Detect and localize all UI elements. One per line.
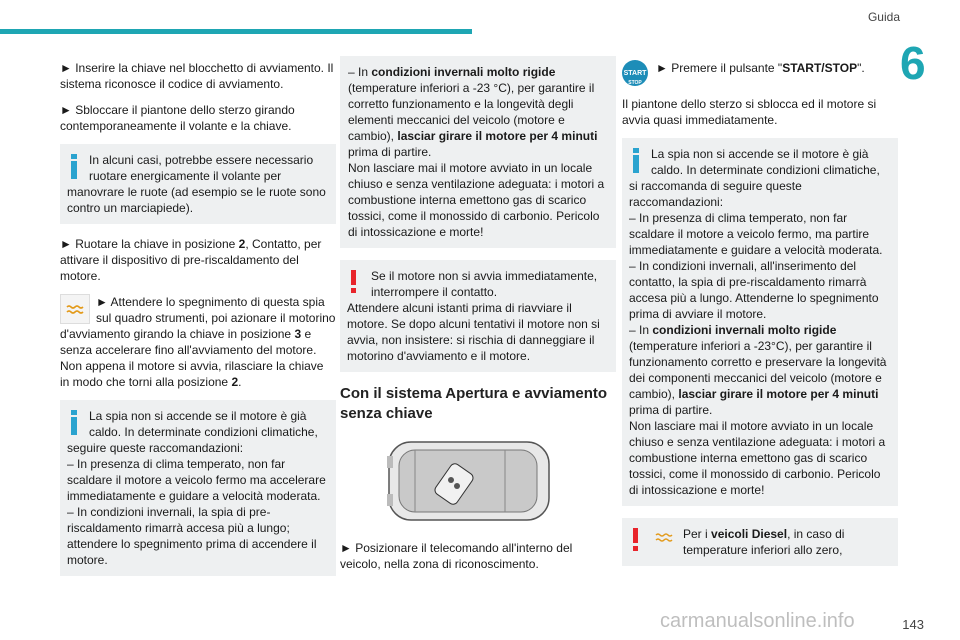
warning-box: Per i veicoli Diesel, in caso di temperature inferiori allo zero, (622, 518, 898, 566)
warning-text: Attendere alcuni istanti prima di riavviare il motore. Se dopo alcuni tentativi il motore non si avvia, non insistere: si rischia di danneggiare il motorino d'avviamento e il motore. (347, 301, 600, 363)
paragraph: ► Inserire la chiave nel blocchetto di avviamento. Il sistema riconosce il codice di avviamento. (60, 61, 334, 91)
preheat-warning-light-icon (653, 526, 677, 550)
info-text: La spia non si accende se il motore è già caldo. In determinate condizioni climatiche, si raccomanda di seguire queste raccomandazioni: (629, 147, 880, 209)
info-text: La spia non si accende se il motore è già caldo. In determinate condizioni climatiche, seguire queste raccomandazioni: (67, 409, 318, 455)
warning-box (340, 260, 616, 372)
info-box (340, 56, 616, 248)
info-icon (69, 154, 79, 180)
watermark: carmanualsonline.info (660, 610, 855, 632)
paragraph: ► Posizionare il telecomando all'interno del veicolo, nella zona di riconoscimento. (340, 541, 573, 571)
page-number: 143 (902, 617, 924, 632)
column-1 (60, 60, 336, 588)
info-text: – In presenza di clima temperato, non far scaldare il motore a veicolo fermo, ma partire immediatamente e guidare a velocità moderata. (629, 211, 883, 257)
info-icon (631, 148, 641, 174)
section-title: Guida (867, 10, 900, 24)
info-text: Non lasciare mai il motore avviato in un locale chiuso e senza ventilazione adeguata: i motori a combustione interna emettono gas di scarico tossici, come il monossido di carbonio. Pericolo di intossicazione e morte! (629, 419, 886, 497)
warning-icon (629, 528, 643, 552)
paragraph: ► Ruotare la chiave in posizione 2, Contatto, per attivare il dispositivo di pre-riscaldamento del motore. (60, 237, 322, 283)
paragraph: ► Attendere lo spegnimento di questa spia sul quadro strumenti, poi azionare il motorino d'avviamento girando la chiave in posizione 3 e senza accelerare fino all'avviamento del motore. Non appena il motore si avvia, rilasciare la chiave in modo che torni alla posizione 2. (60, 295, 336, 389)
paragraph: Il piantone dello sterzo si sblocca ed il motore si avvia quasi immediatamente. (622, 97, 877, 127)
warning-icon (347, 270, 361, 294)
info-icon (69, 410, 79, 436)
start-stop-button-icon: START STOP (622, 60, 648, 86)
section-heading: Con il sistema Apertura e avviamento senza chiave (340, 385, 608, 422)
info-text: – In condizioni invernali molto rigide (temperature inferiori a -23 °C), per garantire il corretto funzionamento e la longevità degli elementi meccanici del veicolo (motore e cambio), lasciar girare il motore per 4 minuti prima di partire. (348, 65, 598, 159)
paragraph: START STOP ► Premere il pulsante "START/STOP". (623, 61, 865, 86)
info-text: – In condizioni invernali, all'inserimento del contatto, la spia di pre-riscaldamento rimarrà accesa più a lungo. Attenderne lo spegnimento prima di avviare il motore. (629, 259, 879, 321)
column-2 (340, 56, 616, 582)
preheat-warning-light-icon (60, 294, 90, 324)
car-keyless-zone-illustration (385, 436, 555, 526)
warning-text: Se il motore non si avvia immediatamente, interrompere il contatto. (371, 269, 598, 299)
info-text: – In presenza di clima temperato, non far scaldare il motore a veicolo fermo ma accelerare immediatamente e guidare a velocità moderata. (67, 457, 326, 503)
info-box (60, 144, 336, 224)
chapter-number: 6 (900, 37, 926, 89)
info-box (622, 138, 898, 506)
info-text: In alcuni casi, potrebbe essere necessario ruotare energicamente il volante per manovrare le ruote (ad esempio se le ruote sono contro un marciapiede). (67, 153, 326, 215)
info-text: – In condizioni invernali molto rigide (temperature inferiori a -23°C), per garantire il funzionamento corretto e preservare la longevità dei componenti meccanici del veicolo (motore e cambio), lasciar girare il motore per 4 minuti prima di partire. (629, 323, 887, 417)
info-text: – In condizioni invernali, la spia di pre-riscaldamento rimarrà accesa più a lungo; attendere lo spegnimento prima di accendere il motore. (67, 505, 317, 567)
info-text: Non lasciare mai il motore avviato in un locale chiuso e senza ventilazione adeguata: i motori a combustione interna emettono gas di scarico tossici, come il monossido di carbonio. Pericolo di intossicazione e morte! (348, 161, 605, 239)
column-3 (622, 60, 898, 578)
info-box (60, 400, 336, 576)
header-accent-bar (0, 29, 472, 34)
paragraph: ► Sbloccare il piantone dello sterzo girando contemporaneamente il volante e la chiave. (60, 103, 295, 133)
